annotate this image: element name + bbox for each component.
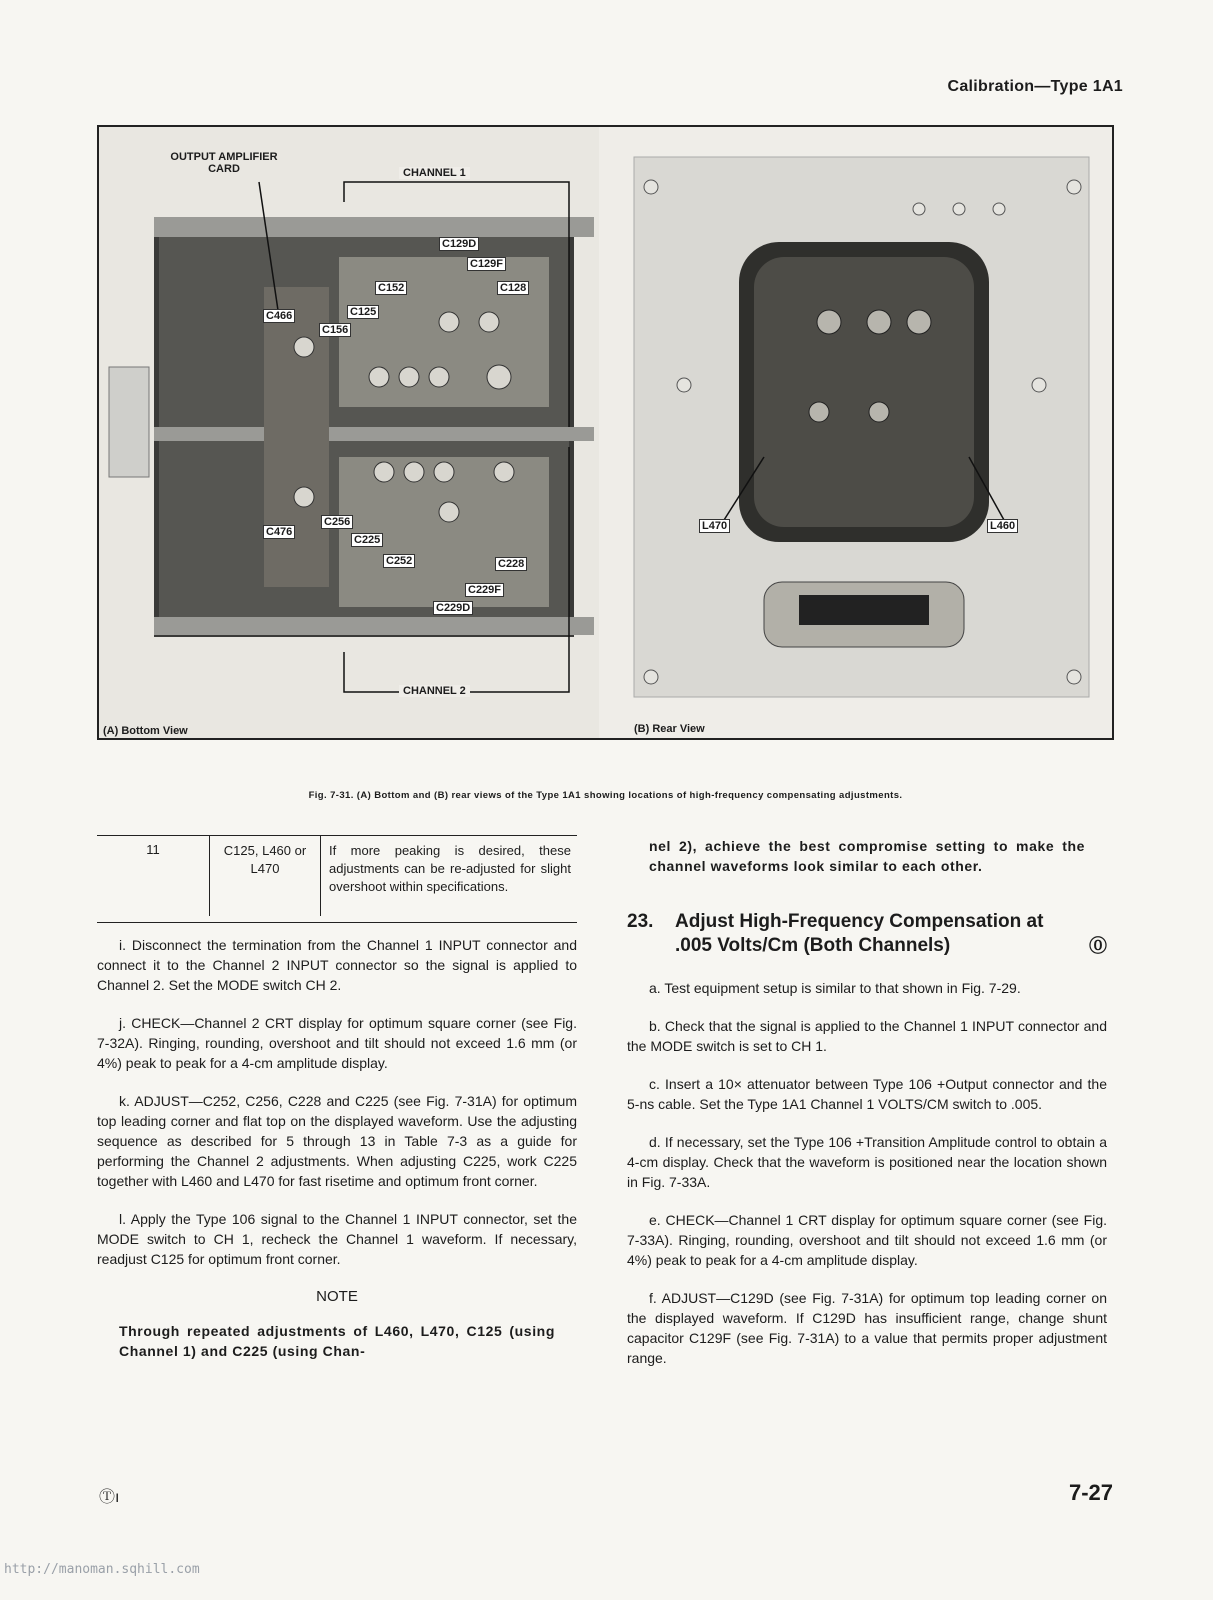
callout-c129f: C129F <box>467 257 506 271</box>
table-cell-step: 11 <box>146 842 160 857</box>
figure-caption: Fig. 7-31. (A) Bottom and (B) rear views of the Type 1A1 showing locations of high-frequency compensating adjustments. <box>308 790 903 801</box>
callout-c128: C128 <box>497 281 529 295</box>
callout-c125: C125 <box>347 305 379 319</box>
table-cell-remark: If more peaking is desired, these adjustments can be re-adjusted for slight overshoot within specifications. <box>329 843 571 894</box>
callout-c228: C228 <box>495 557 527 571</box>
section-heading-23 <box>627 910 1107 958</box>
para-k: k. ADJUST—C252, C256, C228 and C225 (see Fig. 7-31A) for optimum top leading corner and flat top on the displayed waveform. Use the adjusting sequence as described for 5 through 13 in Table 7-3 as a guide for performing the Channel 2 adjustments. When adjusting C225, work C225 together with L460 and L470 for fast risetime and optimum front corner. <box>97 1093 577 1189</box>
bottom-view-photo <box>99 127 599 738</box>
table-cell-adjust: C125, L460 or L470 <box>209 836 321 916</box>
panel-label-bottom-view: (A) Bottom View <box>103 725 188 737</box>
panel-label-rear-view: (B) Rear View <box>634 723 705 735</box>
callout-c229f: C229F <box>465 583 504 597</box>
para-l: l. Apply the Type 106 signal to the Channel 1 INPUT connector, set the MODE switch to CH 1, recheck the Channel 1 waveform. If necessary, readjust C125 for optimum front corner. <box>97 1211 577 1267</box>
callout-c229d: C229D <box>433 601 473 615</box>
callout-c466: C466 <box>263 309 295 323</box>
callout-c252: C252 <box>383 554 415 568</box>
callout-l470: L470 <box>699 519 730 533</box>
page-header-title: Calibration—Type 1A1 <box>947 78 1123 95</box>
section-title-line1: Adjust High-Frequency Compensation at <box>675 911 1044 932</box>
callout-c256: C256 <box>321 515 353 529</box>
right-column <box>627 836 1107 1386</box>
callout-c225: C225 <box>351 533 383 547</box>
rear-view-photo <box>629 127 1099 738</box>
para-i: i. Disconnect the termination from the Channel 1 INPUT connector and connect it to the Channel 2 INPUT connector so the signal is applied to Channel 2. Set the MODE switch CH 2. <box>97 937 577 993</box>
source-url: http://manoman.sqhill.com <box>4 1562 200 1577</box>
left-column <box>97 935 577 1361</box>
section-number: 23. <box>627 911 654 932</box>
note-continuation: nel 2), achieve the best compromise setting to make the channel waveforms look similar to each other. <box>649 838 1085 874</box>
callout-c156: C156 <box>319 323 351 337</box>
para-f: f. ADJUST—C129D (see Fig. 7-31A) for optimum top leading corner on the displayed waveform. If C129D has insufficient range, change shunt capacitor C129F (see Fig. 7-31A) to a value that permits proper adjustment range. <box>627 1290 1107 1366</box>
para-b: b. Check that the signal is applied to the Channel 1 INPUT connector and the MODE switch is set to CH 1. <box>627 1018 1107 1054</box>
para-e: e. CHECK—Channel 1 CRT display for optimum square corner (see Fig. 7-33A). Ringing, rounding, overshoot and tilt should not exceed 1.6 mm (or 4%) peak to peak for a 4-cm amplitude display. <box>627 1212 1107 1268</box>
spec-table-row <box>97 835 577 923</box>
figure-7-31 <box>97 125 1114 740</box>
callout-c476: C476 <box>263 525 295 539</box>
para-d: d. If necessary, set the Type 106 +Transition Amplitude control to obtain a 4-cm display. Check that the waveform is positioned near the location shown in Fig. 7-33A. <box>627 1134 1107 1190</box>
page-number: 7-27 <box>1068 1480 1113 1505</box>
section-title-line2: .005 Volts/Cm (Both Channels) <box>675 935 951 956</box>
para-j: j. CHECK—Channel 2 CRT display for optimum square corner (see Fig. 7-32A). Ringing, rounding, overshoot and tilt should not exceed 1.6 mm (or 4%) peak to peak for a 4-cm amplitude display. <box>97 1015 577 1071</box>
para-c: c. Insert a 10× attenuator between Type 106 +Output connector and the 5-ns cable. Set the Type 1A1 Channel 1 VOLTS/CM switch to .005. <box>627 1076 1107 1112</box>
section-marker-icon: ⓪ <box>1089 936 1107 956</box>
callout-c129d: C129D <box>439 237 479 251</box>
callout-l460: L460 <box>987 519 1018 533</box>
callout-c152: C152 <box>375 281 407 295</box>
label-channel-1: CHANNEL 1 <box>399 167 470 179</box>
note-title: NOTE <box>316 1288 358 1305</box>
label-channel-2: CHANNEL 2 <box>399 685 470 697</box>
footer-logo: Ⓣı <box>99 1489 120 1506</box>
para-a: a. Test equipment setup is similar to that shown in Fig. 7-29. <box>649 980 1021 996</box>
label-output-amplifier-card: OUTPUT AMPLIFIER CARD <box>170 151 278 175</box>
note-body: Through repeated adjustments of L460, L470, C125 (using Channel 1) and C225 (using Chan- <box>119 1323 555 1359</box>
